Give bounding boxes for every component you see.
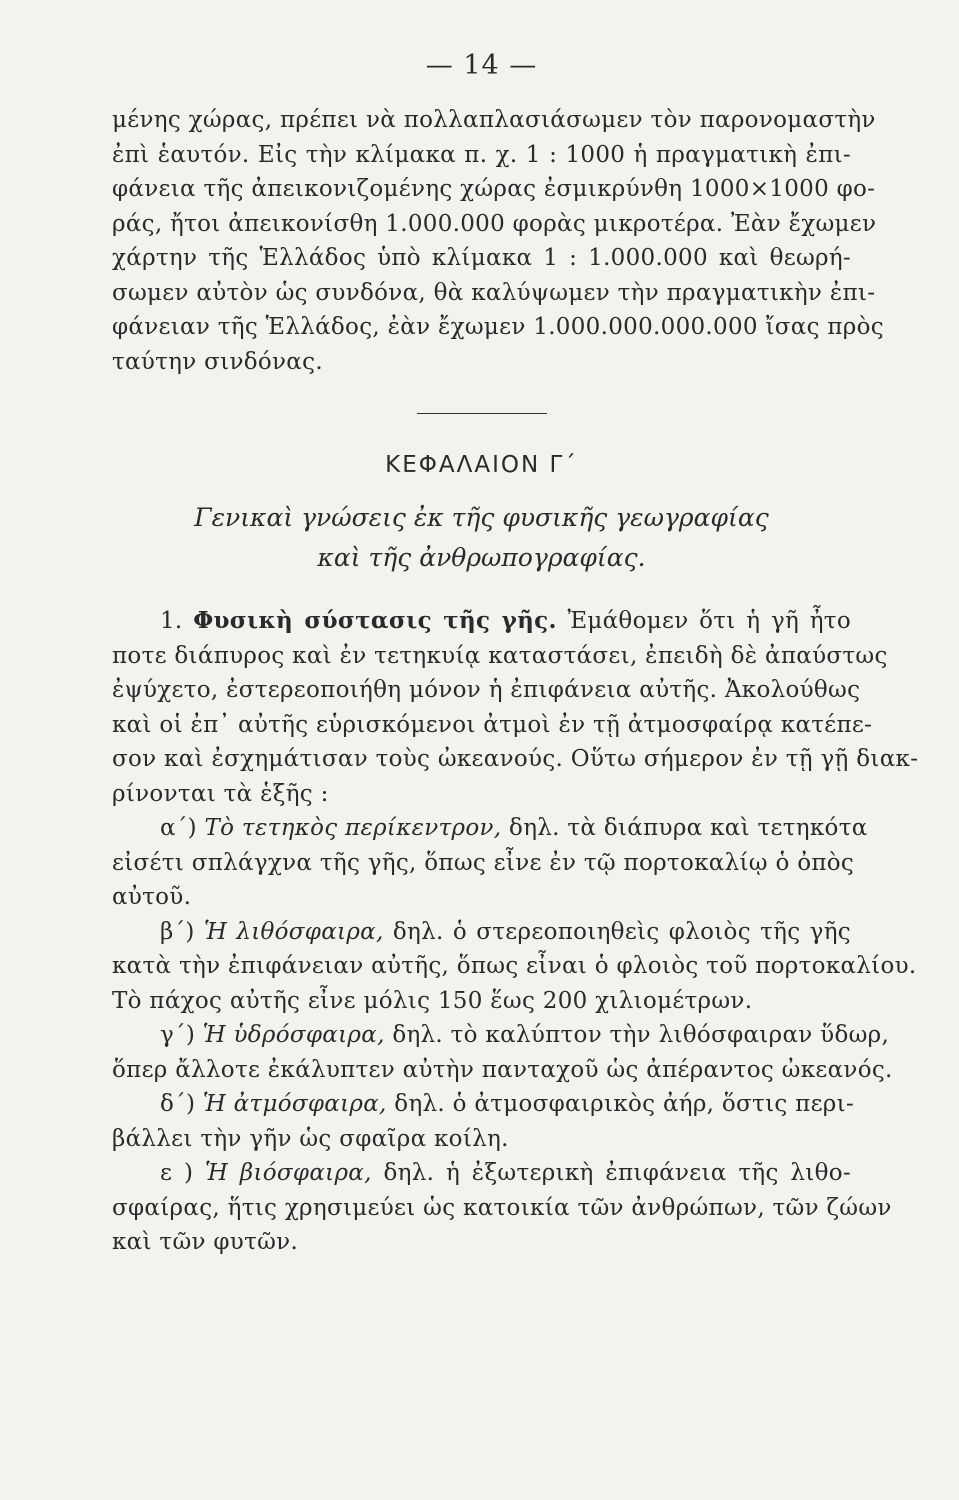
item-label: ε ) xyxy=(160,1160,194,1186)
text-line: ποτε διάπυρος καὶ ἐν τετηκυίᾳ καταστάσει, ἐπειδὴ δὲ ἀπαύστως xyxy=(112,642,888,669)
page-number: — 14 — xyxy=(425,50,538,81)
chapter-subtitle: καὶ τῆς ἀνθρωπογραφίας. xyxy=(317,543,646,572)
intro-paragraph xyxy=(112,103,884,379)
item-first-line xyxy=(112,1156,851,1191)
item-text: δηλ. ὁ ἀτμοσφαιρικὸς ἀήρ, ὅστις περι- xyxy=(394,1091,855,1117)
item-first-line xyxy=(112,1087,855,1122)
text-line: σον καὶ ἐσχημάτισαν τοὺς ὠκεανούς. Οὕτω σήμερον ἐν τῇ γῇ διακ- xyxy=(112,746,919,772)
section-first-line xyxy=(112,604,851,639)
text-line: χάρτην τῆς Ἑλλάδος ὑπὸ κλίμακα 1 : 1.000.000 καὶ θεωρή- xyxy=(112,245,851,271)
separator-rule xyxy=(417,413,547,414)
item-term: Ἡ βιόσφαιρα, xyxy=(205,1160,372,1186)
item-first-line xyxy=(112,811,868,846)
list-item xyxy=(112,1018,893,1087)
text-line: ἐψύχετο, ἐστερεοποιήθη μόνον ἡ ἐπιφάνεια αὐτῆς. Ἀκολούθως xyxy=(112,677,861,703)
item-text: δηλ. ὁ στερεοποιηθεὶς φλοιὸς τῆς γῆς xyxy=(392,918,851,945)
text-line: φάνεια τῆς ἀπεικονιζομένης χώρας ἐσμικρύνθη 1000×1000 φο- xyxy=(112,176,876,202)
item-label: γ΄) xyxy=(160,1022,196,1048)
text-line: φάνειαν τῆς Ἑλλάδος, ἐὰν ἔχωμεν 1.000.000.000.000 ἴσας πρὸς xyxy=(112,314,884,340)
section-number: 1. xyxy=(160,608,183,634)
item-term: Ἡ λιθόσφαιρα, xyxy=(203,918,384,945)
text-line: ὅπερ ἄλλοτε ἐκάλυπτεν αὐτὴν πανταχοῦ ὡς ἀπέραντος ὠκεανός. xyxy=(112,1056,893,1083)
chapter-subtitle: Γενικαὶ γνώσεις ἐκ τῆς φυσικῆς γεωγραφίας xyxy=(194,503,769,532)
list-item xyxy=(112,811,868,915)
item-term: Ἡ ὑδρόσφαιρα, xyxy=(202,1022,385,1048)
text-line: εἰσέτι σπλάγχνα τῆς γῆς, ὅπως εἶνε ἐν τῷ πορτοκαλίῳ ὁ ὀπὸς xyxy=(112,849,855,876)
item-term: Τὸ τετηκὸς περίκεντρον, xyxy=(204,815,502,841)
text-line: κατὰ τὴν ἐπιφάνειαν αὐτῆς, ὅπως εἶναι ὁ φλοιὸς τοῦ πορτοκαλίου. xyxy=(112,953,917,979)
text-line: μένης χώρας, πρέπει νὰ πολλαπλασιάσωμεν τὸν παρονομαστὴν xyxy=(112,107,876,133)
text-line: σφαίρας, ἥτις χρησιμεύει ὡς κατοικία τῶν ἀνθρώπων, τῶν ζώων xyxy=(112,1194,892,1221)
item-term: Ἡ ἀτμόσφαιρα, xyxy=(202,1091,387,1117)
item-label: δ΄) xyxy=(160,1091,196,1117)
text-line: ἐπὶ ἑαυτόν. Εἰς τὴν κλίμακα π. χ. 1 : 1000 ἡ πραγματικὴ ἐπι- xyxy=(112,141,851,168)
chapter-heading: ΚΕΦΑΛΑΙΟΝ Γ΄ xyxy=(385,452,578,478)
item-first-line xyxy=(112,1018,890,1053)
text-line: σωμεν αὐτὸν ὡς συνδόνα, θὰ καλύψωμεν τὴν πραγματικὴν ἐπι- xyxy=(112,279,876,306)
item-label: β΄) xyxy=(160,918,195,945)
item-text: δηλ. τὸ καλύπτον τὴν λιθόσφαιραν ὕδωρ, xyxy=(392,1022,890,1048)
section-paragraph xyxy=(112,604,919,811)
text-line: Τὸ πάχος αὐτῆς εἶνε μόλις 150 ἕως 200 χιλιομέτρων. xyxy=(112,987,753,1014)
list-item xyxy=(112,915,917,1019)
text-line: καὶ οἱ ἐπ᾽ αὐτῆς εὑρισκόμενοι ἀτμοὶ ἐν τῇ ἀτμοσφαίρᾳ κατέπε- xyxy=(112,711,873,738)
list-item xyxy=(112,1087,855,1156)
section-text: Ἐμάθομεν ὅτι ἡ γῆ ἦτο xyxy=(567,608,851,634)
text-line: ρίνονται τὰ ἑξῆς : xyxy=(112,780,329,807)
item-first-line xyxy=(112,915,851,950)
item-text: δηλ. τὰ διάπυρα καὶ τετηκότα xyxy=(509,815,868,841)
text-line: ταύτην σινδόνας. xyxy=(112,348,323,375)
text-line: βάλλει τὴν γῆν ὡς σφαῖρα κοίλη. xyxy=(112,1125,509,1152)
section-title: Φυσικὴ σύστασις τῆς γῆς. xyxy=(193,607,557,634)
text-line: ράς, ἤτοι ἀπεικονίσθη 1.000.000 φορὰς μικροτέρα. Ἐὰν ἔχωμεν xyxy=(112,210,877,237)
text-line: καὶ τῶν φυτῶν. xyxy=(112,1229,299,1255)
list-item xyxy=(112,1156,892,1260)
text-line: αὐτοῦ. xyxy=(112,884,192,910)
item-label: α΄) xyxy=(160,815,197,841)
item-text: δηλ. ἡ ἐξωτερικὴ ἐπιφάνεια τῆς λιθο- xyxy=(383,1160,851,1186)
